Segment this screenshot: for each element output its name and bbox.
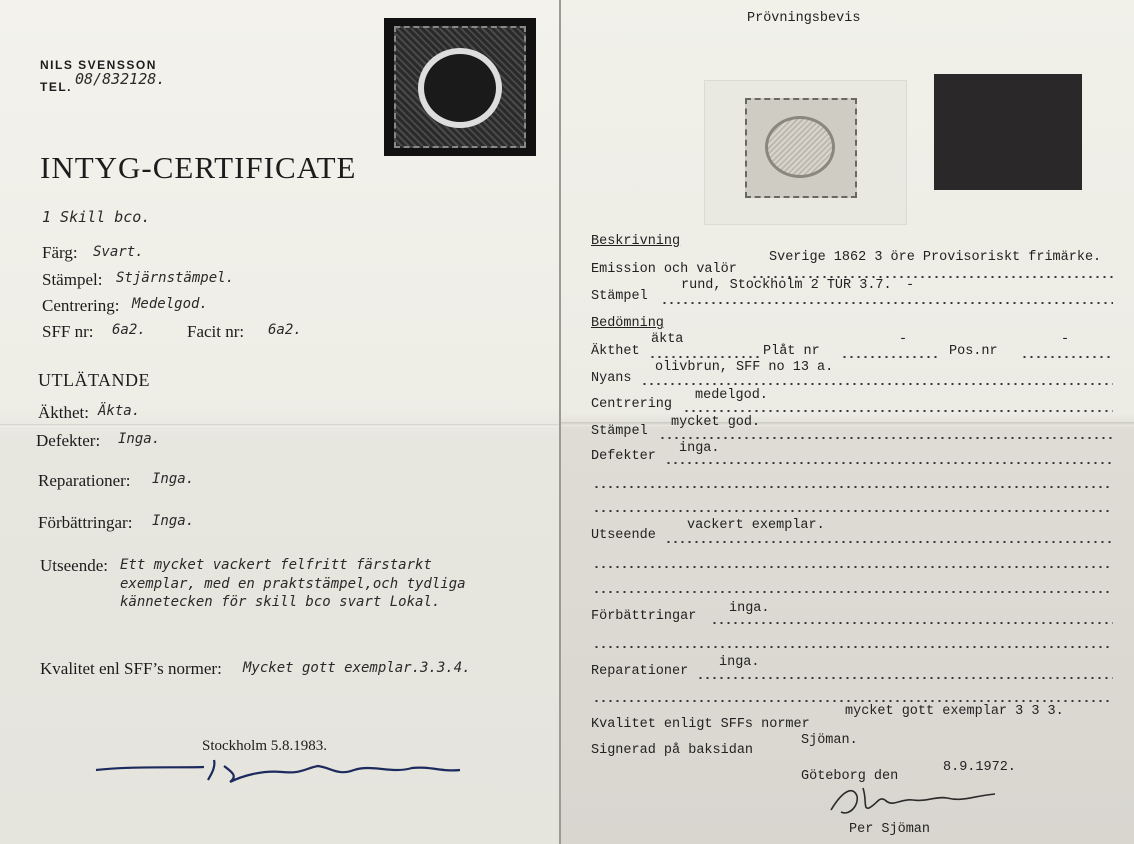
pos-dash: - <box>1061 332 1070 347</box>
utseende-line-1: Ett mycket vackert felfritt färstarkt <box>120 557 432 573</box>
dotted-line <box>593 510 1113 512</box>
utlatande-heading: UTLÄTANDE <box>38 370 151 390</box>
stampel-label: Stämpel <box>591 289 648 304</box>
signerad-label: Signerad på baksidan <box>591 743 754 758</box>
defekter-value: Inga. <box>118 431 161 447</box>
dotted-line <box>665 462 1113 464</box>
signerad-value: Sjöman. <box>801 733 858 748</box>
tel-number: 08/832128. <box>75 70 166 88</box>
dotted-line <box>659 437 1113 439</box>
place-label: Göteborg den <box>801 769 899 784</box>
centrering-label: Centrering: <box>42 296 120 315</box>
signature-image <box>823 780 1003 824</box>
stampel-value: rund, Stockholm 2 TUR 3.7. <box>681 278 892 293</box>
emission-label: Emission och valör <box>591 262 737 277</box>
utseende-line-3: kännetecken för skill bco svart Lokal. <box>120 594 441 610</box>
stamp-item: 1 Skill bco. <box>42 208 151 226</box>
dotted-line <box>593 700 1113 702</box>
dotted-line <box>593 646 1113 648</box>
facit-label: Facit nr: <box>187 322 245 341</box>
dotted-line <box>711 622 1113 624</box>
forbattringar-label: Förbättringar: <box>38 513 133 532</box>
farg-value: Svart. <box>93 244 144 260</box>
akthet-value: Äkta. <box>98 403 141 419</box>
dotted-line <box>697 677 1113 679</box>
tel-label: TEL. <box>40 80 72 94</box>
plat-dash: - <box>899 332 908 347</box>
stampel2-label: Stämpel <box>591 424 648 439</box>
centrering-value: Medelgod. <box>132 296 208 312</box>
dotted-line <box>593 486 1113 488</box>
right-certificate <box>561 0 1134 844</box>
stamp-image-light <box>745 98 857 198</box>
utseende-label: Utseende: <box>40 556 108 575</box>
certificate-title: Prövningsbevis <box>747 11 861 26</box>
dotted-line <box>1021 356 1113 358</box>
dotted-line <box>649 356 761 358</box>
dotted-line <box>641 383 1113 385</box>
stamp-image-dark <box>934 74 1082 190</box>
dotted-line <box>593 591 1113 593</box>
signature-image <box>92 754 464 794</box>
forbattringar-label: Förbättringar <box>591 609 697 624</box>
date-value: 8.9.1972. <box>943 760 1016 775</box>
defekter-value: inga. <box>679 441 720 456</box>
sff-value: 6a2. <box>112 322 146 338</box>
dotted-line <box>665 541 1113 543</box>
farg-label: Färg: <box>42 243 78 262</box>
dotted-line <box>683 410 1113 412</box>
facit-value: 6a2. <box>268 322 302 338</box>
place-date: Stockholm 5.8.1983. <box>202 738 328 754</box>
left-certificate <box>0 0 560 844</box>
dotted-line <box>841 356 941 358</box>
stampel2-value: mycket god. <box>671 415 761 430</box>
utseende-line-2: exemplar, med en praktstämpel,och tydliga <box>120 576 466 592</box>
akthet-value: äkta <box>651 332 684 347</box>
stampel-dash: - <box>906 278 915 293</box>
reparationer-value: Inga. <box>152 471 195 487</box>
kvalitet-value: mycket gott exemplar 3 3 3. <box>845 704 1064 719</box>
reparationer-value: inga. <box>719 655 760 670</box>
plat-label: Plåt nr <box>763 344 820 359</box>
akthet-label: Äkthet: <box>38 403 89 422</box>
stampel-label: Stämpel: <box>42 270 103 289</box>
reparationer-label: Reparationer: <box>38 471 131 490</box>
certificate-title: INTYG-CERTIFICATE <box>40 150 357 185</box>
signer-name: Per Sjöman <box>849 822 931 837</box>
dotted-line <box>593 566 1113 568</box>
stampel-value: Stjärnstämpel. <box>116 270 235 286</box>
issuer-name: NILS SVENSSON <box>40 58 157 72</box>
akthet-label: Äkthet <box>591 344 640 359</box>
kvalitet-label: Kvalitet enl SFF’s normer: <box>40 659 222 678</box>
emission-value: Sverige 1862 3 öre Provisoriskt frimärke. <box>769 250 1102 265</box>
nyans-label: Nyans <box>591 371 632 386</box>
forbattringar-value: inga. <box>729 601 770 616</box>
beskrivning-heading: Beskrivning <box>591 234 681 249</box>
defekter-label: Defekter: <box>36 431 101 450</box>
nyans-value: olivbrun, SFF no 13 a. <box>655 360 834 375</box>
stamp-image-black <box>384 18 536 156</box>
centrering-value: medelgod. <box>695 388 768 403</box>
fold-line <box>0 424 560 427</box>
utseende-label: Utseende <box>591 528 656 543</box>
pos-label: Pos.nr <box>949 344 998 359</box>
reparationer-label: Reparationer <box>591 664 689 679</box>
centrering-label: Centrering <box>591 397 673 412</box>
sff-label: SFF nr: <box>42 322 94 341</box>
forbattringar-value: Inga. <box>152 513 195 529</box>
utseende-value: vackert exemplar. <box>687 518 825 533</box>
dotted-line <box>661 302 1113 304</box>
bedomning-heading: Bedömning <box>591 316 664 331</box>
kvalitet-value: Mycket gott exemplar.3.3.4. <box>243 660 471 676</box>
defekter-label: Defekter <box>591 449 656 464</box>
kvalitet-label: Kvalitet enligt SFFs normer <box>591 717 810 732</box>
